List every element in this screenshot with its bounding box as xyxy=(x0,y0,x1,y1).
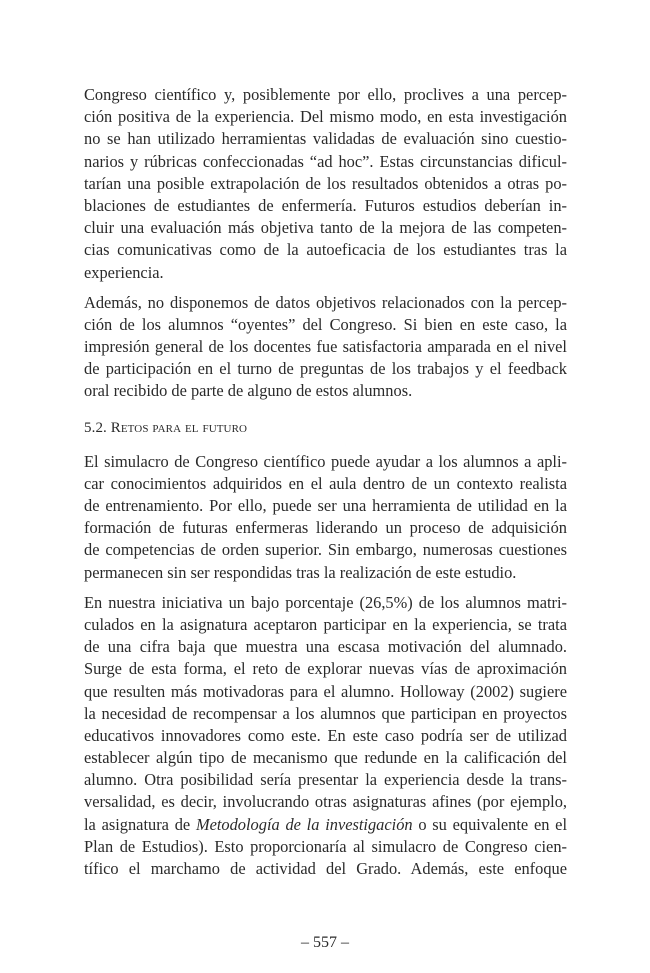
text-segment: o su equivalente en el xyxy=(412,814,567,834)
text-line: educativos innovadores como este. En este caso podría ser de utilizad xyxy=(84,725,567,745)
text-line: tarían una posible extrapolación de los resultados obtenidos a otras po- xyxy=(84,173,567,193)
text-line: ción de los alumnos “oyentes” del Congreso. Si bien en este caso, la xyxy=(84,314,567,334)
text-line: alumno. Otra posibilidad sería presentar la experiencia desde la trans- xyxy=(84,770,567,790)
text-line: El simulacro de Congreso científico puede ayudar a los alumnos a apli- xyxy=(84,451,567,471)
text-line: de entrenamiento. Por ello, puede ser una herramienta de utilidad en la xyxy=(84,496,567,515)
text-line: no se han utilizado herramientas validadas de evaluación sino cuestio- xyxy=(84,129,567,149)
paragraph-simulation xyxy=(84,451,567,584)
text-line: En nuestra iniciativa un bajo porcentaje (26,5%) de los alumnos matri- xyxy=(84,592,567,612)
text-line: formación de futuras enfermeras liderando un proceso de adquisición xyxy=(84,518,567,538)
paragraph-limitations xyxy=(84,84,567,284)
text-line: tífico el marchamo de actividad del Grado. Además, este enfoque xyxy=(84,859,567,878)
text-line: culados en la asignatura aceptaron participar en la experiencia, se trata xyxy=(84,614,567,634)
text-line: que resulten más motivadoras para el alumno. Holloway (2002) sugiere xyxy=(84,681,567,701)
section-heading: 5.2. Retos para el futuro xyxy=(84,419,248,436)
text-line: blaciones de estudiantes de enfermería. Futuros estudios deberían in- xyxy=(84,195,567,215)
text-line: establecer algún tipo de mecanismo que redunde en la calificación del xyxy=(84,748,567,768)
text-line: permanecen sin ser respondidas tras la realización de este estudio. xyxy=(84,562,517,582)
text-line: Además, no disponemos de datos objetivos relacionados con la percep- xyxy=(84,292,567,312)
text-line: ción positiva de la experiencia. Del mismo modo, en esta investigación xyxy=(84,107,567,127)
paragraph-listeners xyxy=(84,292,567,403)
text-line: Surge de esta forma, el reto de explorar nuevas vías de aproximación xyxy=(84,659,567,679)
text-line: Congreso científico y, posiblemente por ello, proclives a una percep- xyxy=(84,85,567,104)
text-line: car conocimientos adquiridos en el aula dentro de un contexto realista xyxy=(84,473,567,493)
paragraph-initiative xyxy=(84,592,567,880)
italic-subject-title: Metodología de la investigación xyxy=(195,814,413,834)
text-line: de competencias de orden superior. Sin embargo, numerosas cuestiones xyxy=(84,540,567,560)
text-line: versalidad, es decir, involucrando otras asignaturas afines (por ejemplo, xyxy=(84,792,567,812)
text-line: narios y rúbricas confeccionadas “ad hoc”. Estas circunstancias dificul- xyxy=(84,151,567,171)
text-line: cias comunicativas como de la autoeficacia de los estudiantes tras la xyxy=(84,240,567,260)
page-number: – 557 – xyxy=(301,934,349,951)
text-line: experiencia. xyxy=(84,262,164,282)
text-line: Plan de Estudios). Esto proporcionaría al simulacro de Congreso cien- xyxy=(84,836,567,856)
text-segment: la asignatura de xyxy=(84,814,196,834)
text-line-with-italic xyxy=(84,814,567,836)
text-line: de participación en el turno de preguntas de los trabajos y el feedback xyxy=(84,359,567,379)
text-line: impresión general de los docentes fue satisfactoria amparada en el nivel xyxy=(84,337,567,357)
text-line: cluir una evaluación más objetiva tanto de la mejora de las competen- xyxy=(84,218,567,238)
text-line: de una cifra baja que muestra una escasa motivación del alumnado. xyxy=(84,637,567,657)
text-line: oral recibido de parte de alguno de estos alumnos. xyxy=(84,381,413,401)
text-line: la necesidad de recompensar a los alumnos que participan en proyectos xyxy=(84,703,567,723)
page-body xyxy=(84,84,567,888)
